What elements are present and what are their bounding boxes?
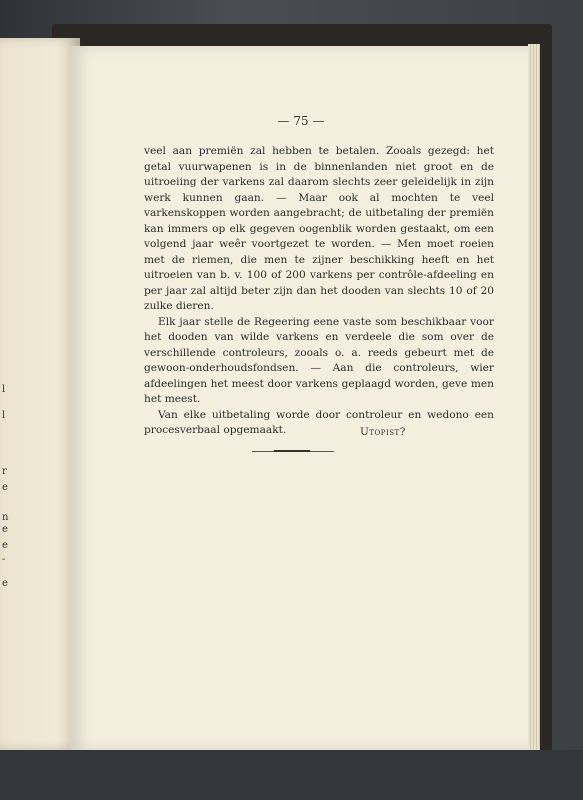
page-number: — 75 —	[277, 114, 325, 128]
signature: Utopist?	[360, 426, 406, 438]
left-page-fragment: -	[2, 554, 6, 565]
paragraph: Elk jaar stelle de Regeering eene vaste som beschikbaar voor het dooden van wilde varkens en verdeele die som over de verschillende controleurs, zooals o. a. reeds gebeurt met de gewoon-onderhoudsfondsen. — Aan die controleurs, wier afdeelingen het meest door varkens geplaagd worden, geve men het meest.	[144, 315, 494, 405]
page-edges	[528, 44, 540, 750]
left-page-fragment: e	[2, 524, 8, 535]
left-page-fragment: n	[2, 512, 9, 523]
paragraph: veel aan premiën zal hebben te betalen. Zooals gezegd: het getal vuurwapenen is in de binnenlanden niet groot en de uitroeiing der varkens zal daarom slechts zeer geleidelijk in zijn werk kunnen gaan. — Maar ook al mochten te veel varkenskoppen worden aangebracht; de uitbetaling der premiën kan immers op elk gegeven oogenblik worden gestaakt, om een volgend jaar weêr voortgezet te worden. — Men moet roeien met de riemen, die men te zijner beschikking heeft en het uitroeien van b. v. 100 of 200 varkens per contrôle-afdeeling en per jaar zal altijd beter zijn dan het dooden van slechts 10 of 20 zulke dieren.	[144, 145, 494, 312]
left-page-fragment: e	[2, 482, 8, 493]
left-page-fragment: e	[2, 540, 8, 551]
left-page-fragment: r	[2, 466, 7, 477]
right-page	[70, 46, 532, 750]
left-page-fragment: l	[2, 410, 6, 421]
paragraph: Van elke uitbetaling worde door controleur en wedono een procesverbaal opgemaakt.	[144, 408, 494, 436]
bottom-backdrop	[0, 750, 583, 800]
left-page	[0, 38, 80, 750]
left-page-fragment: e	[2, 578, 8, 589]
body-text	[144, 144, 494, 439]
end-rule	[252, 451, 334, 452]
left-page-fragment: l	[2, 384, 6, 395]
